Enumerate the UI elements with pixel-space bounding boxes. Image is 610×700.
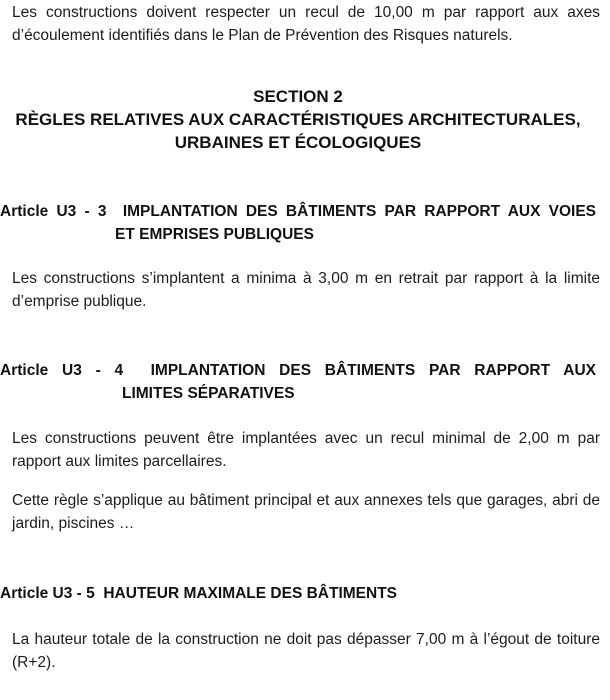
article-u3-3-heading xyxy=(0,200,596,246)
article-u3-5-heading-line1: Article U3 - 5 HAUTEUR MAXIMALE DES BÂTIMENTS xyxy=(0,585,398,602)
article-u3-5-paragraph: La hauteur totale de la construction ne doit pas dépasser 7,00 m à l’égout de toiture (R+2). xyxy=(12,631,600,671)
article-u3-5 xyxy=(0,582,610,674)
article-u3-4-heading-line2: LIMITES SÉPARATIVES xyxy=(122,385,295,402)
article-u3-4-paragraph-2: Cette règle s’applique au bâtiment principal et aux annexes tels que garages, abri de jardin, piscines … xyxy=(12,492,600,532)
article-u3-4 xyxy=(0,359,610,535)
article-u3-3-heading-line1: Article U3 - 3 IMPLANTATION DES BÂTIMENTS PAR RAPPORT AUX VOIES xyxy=(0,203,596,220)
article-u3-4-paragraph-1: Les constructions peuvent être implantées avec un recul minimal de 2,00 m par rapport aux limites parcellaires. xyxy=(12,430,600,470)
article-u3-4-heading-line1: Article U3 - 4 IMPLANTATION DES BÂTIMENTS PAR RAPPORT AUX xyxy=(0,362,596,379)
section-heading-number: SECTION 2 xyxy=(253,87,343,106)
article-u3-5-heading xyxy=(0,582,596,605)
section-heading-title-line1: RÈGLES RELATIVES AUX CARACTÉRISTIQUES ARCHITECTURALES, xyxy=(15,110,581,129)
section-heading-title-line2: URBAINES ET ÉCOLOGIQUES xyxy=(174,133,422,152)
intro-paragraph: Les constructions doivent respecter un recul de 10,00 m par rapport aux axes d’écoulement identifiés dans le Plan de Prévention des Risques naturels. xyxy=(12,4,600,44)
article-u3-4-heading xyxy=(0,359,596,405)
article-u3-3-heading-line2: ET EMPRISES PUBLIQUES xyxy=(115,226,314,243)
section-heading xyxy=(0,85,596,154)
article-u3-3 xyxy=(0,200,610,313)
article-u3-3-paragraph: Les constructions s’implantent a minima à 3,00 m en retrait par rapport à la limite d’emprise publique. xyxy=(12,270,600,310)
